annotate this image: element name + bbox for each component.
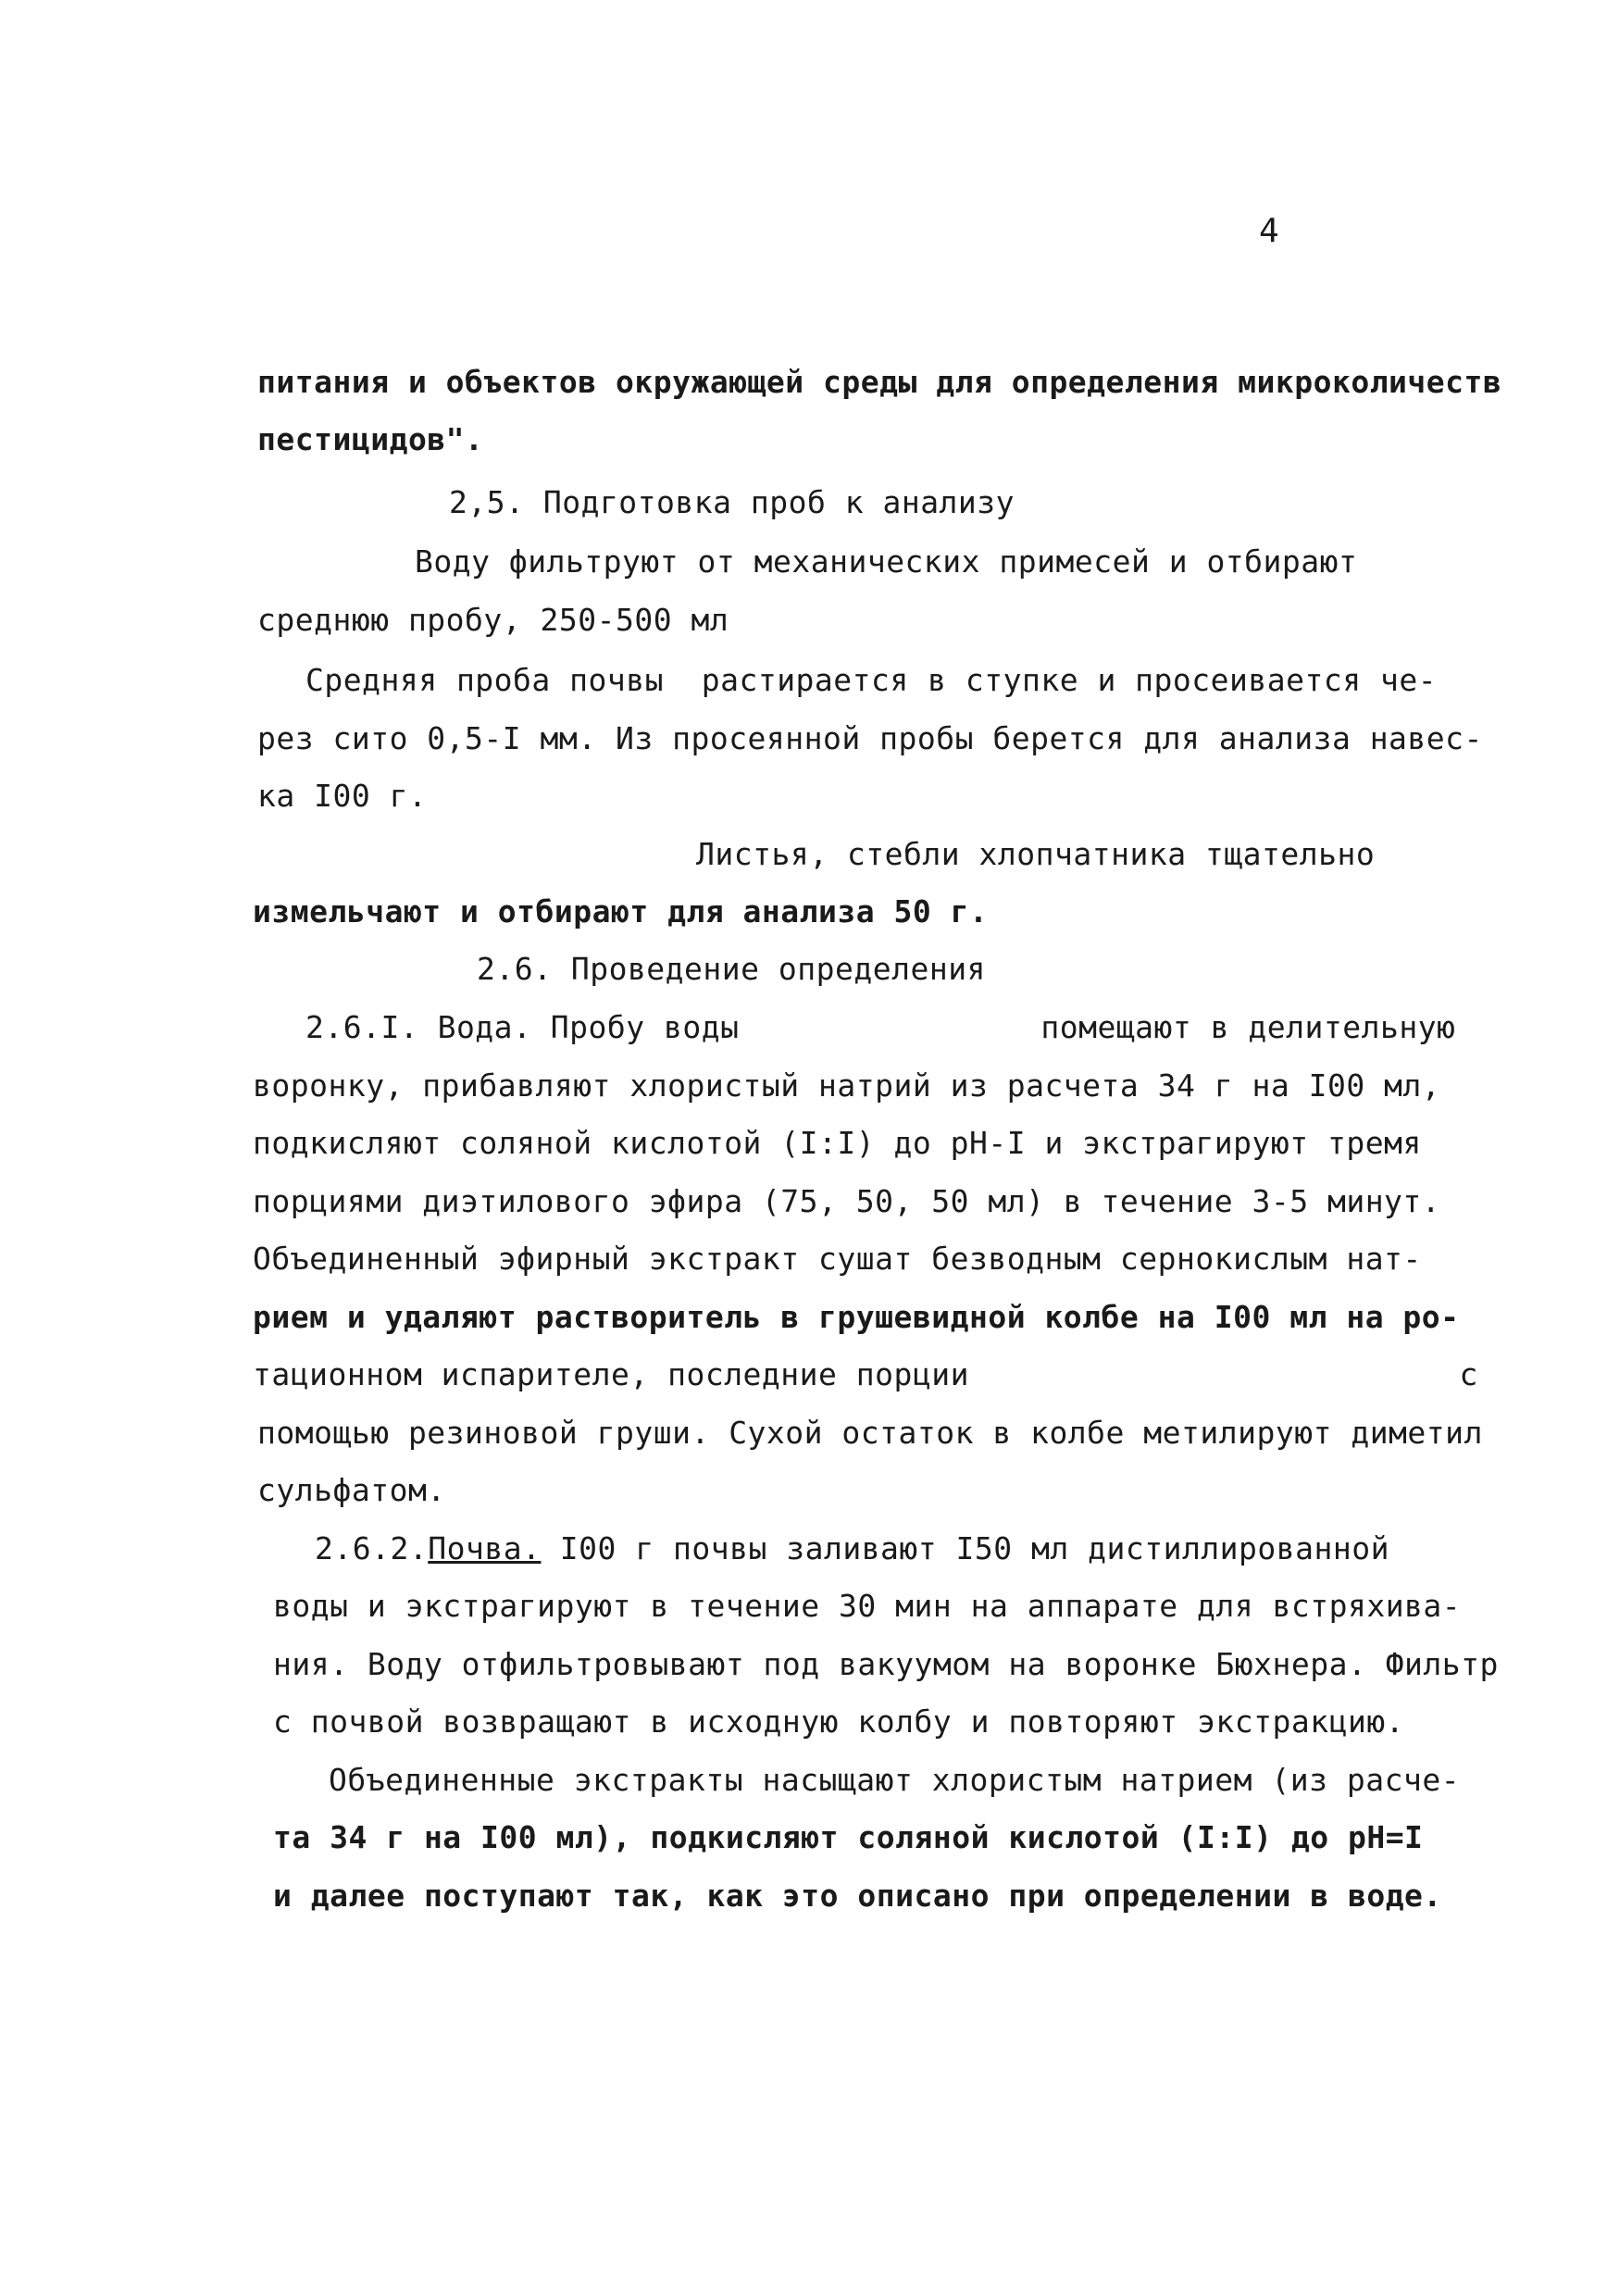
text-line: порциями диэтилового эфира (75, 50, 50 мл) в течение 3-5 минут. bbox=[253, 1183, 1441, 1219]
text-line: Листья, стебли хлопчатника тщательно bbox=[696, 836, 1376, 872]
page-number: 4 bbox=[1259, 212, 1279, 250]
text-line: измельчают и отбирают для анализа 50 г. bbox=[253, 893, 989, 930]
text-line: 2.6.I. Вода. Пробу воды помещают в делительную bbox=[305, 1009, 1456, 1045]
text-line: и далее поступают так, как это описано при определении в воде. bbox=[273, 1878, 1442, 1914]
text-line: рез сито 0,5-I мм. Из просеянной пробы берется для анализа навес- bbox=[257, 720, 1483, 756]
section-heading: 2,5. Подготовка проб к анализу bbox=[449, 484, 1015, 520]
text-line: рием и удаляют растворитель в грушевидной колбе на I00 мл на ро- bbox=[253, 1299, 1460, 1335]
text-line: ния. Воду отфильтровывают под вакуумом на воронке Бюхнера. Фильтр bbox=[273, 1646, 1499, 1682]
text-line: воды и экстрагируют в течение 30 мин на аппарате для встряхива- bbox=[273, 1588, 1462, 1624]
section-heading: 2.6. Проведение определения bbox=[477, 951, 986, 987]
text-line: та 34 г на I00 мл), подкисляют соляной кислотой (I:I) до pH=I bbox=[273, 1819, 1424, 1855]
text-line: среднюю пробу, 250-500 мл bbox=[257, 602, 729, 638]
text-line: питания и объектов окружающей среды для определения микроколичеств bbox=[257, 364, 1502, 400]
text-line: с почвой возвращают в исходную колбу и повторяют экстракцию. bbox=[273, 1703, 1405, 1740]
text-fragment: I00 г почвы заливают I50 мл дистиллированной bbox=[541, 1530, 1389, 1566]
text-line bbox=[315, 1530, 1389, 1567]
text-line: воронку, прибавляют хлористый натрий из расчета 34 г на I00 мл, bbox=[253, 1067, 1441, 1104]
section-number: 2.6.2. bbox=[315, 1530, 429, 1566]
text-line: Объединенные экстракты насыщают хлористым натрием (из расче- bbox=[329, 1762, 1461, 1798]
text-line: ка I00 г. bbox=[257, 778, 428, 814]
section-label-soil: Почва. bbox=[428, 1530, 542, 1566]
text-line: подкисляют соляной кислотой (I:I) до pH-I и экстрагируют тремя bbox=[253, 1125, 1422, 1161]
text-line: помощью резиновой груши. Сухой остаток в колбе метилируют диметил bbox=[257, 1415, 1483, 1451]
text-line: тационном испарителе, последние порции с bbox=[253, 1356, 1478, 1392]
text-line: пестицидов". bbox=[257, 421, 484, 457]
text-line: Объединенный эфирный экстракт сушат безводным сернокислым нат- bbox=[253, 1241, 1422, 1277]
text-line: Воду фильтруют от механических примесей и отбирают bbox=[415, 543, 1358, 580]
text-line: Средняя проба почвы растирается в ступке и просеивается че- bbox=[305, 662, 1438, 698]
text-line: сульфатом. bbox=[257, 1472, 446, 1508]
